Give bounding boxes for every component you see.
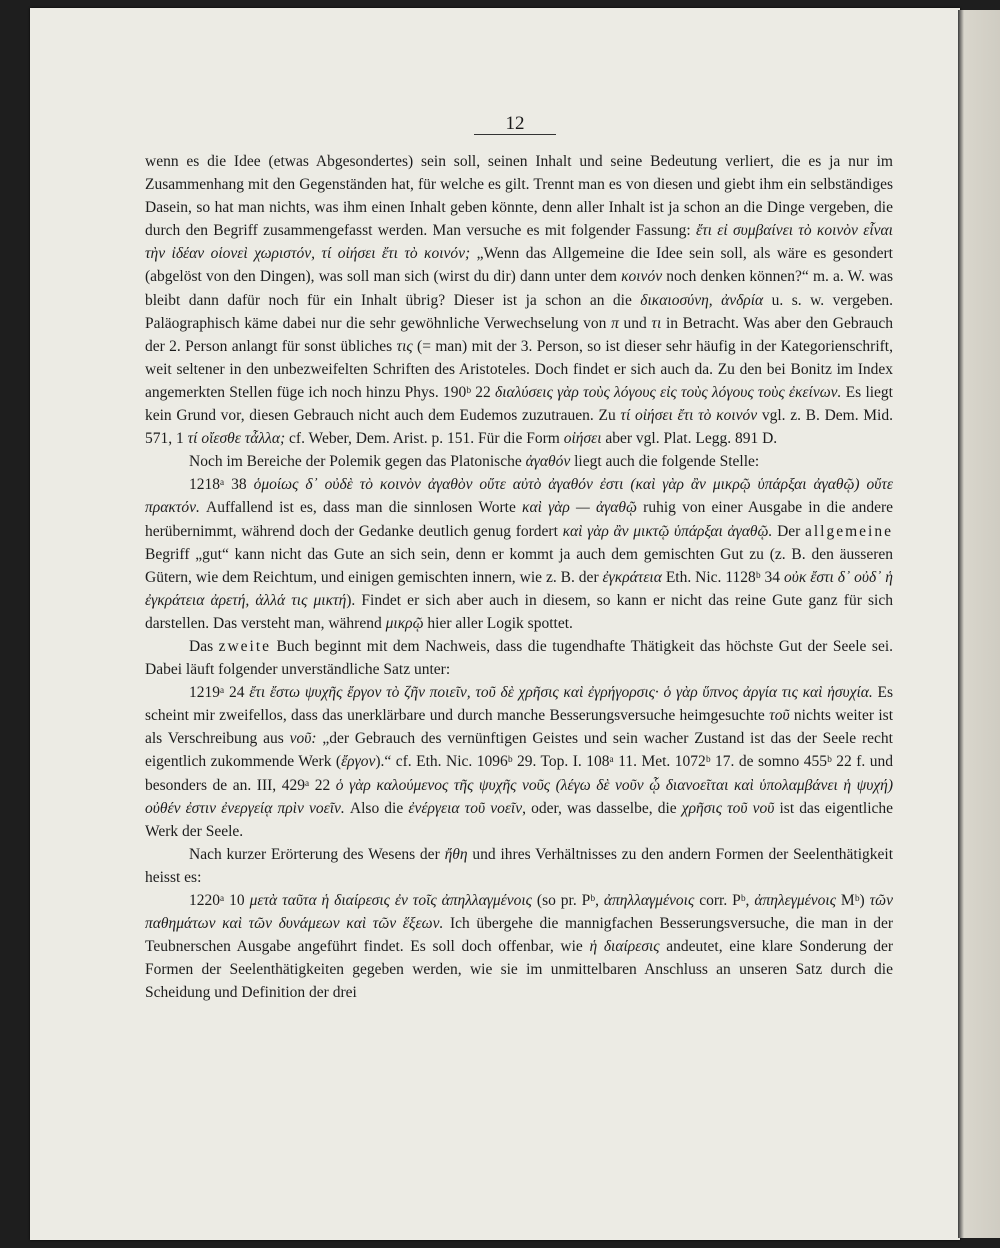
text-run: ).“ cf. Eth. Nic. 1096ᵇ 29. Top. I. 108ᵃ 11. Met. 1072ᵇ 17. de somno 455ᵇ 22 f. und besonders de an. III, 429ᵃ 22 bbox=[145, 753, 893, 794]
spaced-emphasis: zweite bbox=[218, 637, 272, 655]
text-run: ist das eigentliche Werk der Seele. bbox=[145, 799, 894, 840]
greek-text: ἔτι ἔστω ψυχῆς ἔργον τὸ ζῆν ποιεῖν, τοῦ δὲ χρῆσις καὶ ἐγρήγορσις· ὁ γὰρ ὕπνος ἀργία τις καὶ ἡσυχία. bbox=[249, 684, 873, 702]
greek-text: οἰήσει bbox=[563, 430, 602, 448]
text-run: , oder, was dasselbe, die bbox=[522, 799, 682, 817]
text-run: 1220ᵃ 10 bbox=[189, 892, 250, 909]
text-run: Also die bbox=[344, 799, 409, 817]
text-run: u. s. w. vergeben. Paläographisch käme dabei nur die sehr gewöhnliche Verwechselung von bbox=[145, 291, 893, 332]
greek-text: μικρῷ bbox=[385, 614, 424, 632]
text-run: ). Findet er sich aber auch in diesem, so kann er nicht das reine Gute ganz für sich darstellen. Das versteht man, während bbox=[145, 591, 893, 632]
greek-text: διαλύσεις γὰρ τοὺς λόγους εἰς τοὺς λόγους τοὺς ἐκείνων. bbox=[495, 383, 842, 401]
text-run: und ihres Verhältnisses zu den andern Formen der Seelenthätigkeit heisst es: bbox=[145, 845, 893, 886]
text-run: cf. Weber, Dem. Arist. p. 151. Für die Form bbox=[285, 430, 564, 448]
text-run: (so pr. Pᵇ, bbox=[531, 892, 604, 909]
greek-text: τί οἰήσει ἔτι τὸ κοινόν bbox=[620, 407, 758, 425]
text-run: Nach kurzer Erörterung des Wesens der bbox=[189, 845, 445, 863]
text-run: 1218ᵃ 38 bbox=[189, 476, 254, 494]
text-run: noch denken können?“ m. a. W. was bleibt dann dafür noch für ein Inhalt übrig? Dieser ist ja schon an die bbox=[145, 268, 893, 309]
text-run: Noch im Bereiche der Polemik gegen das Platonische bbox=[189, 453, 526, 471]
text-run: Ich übergehe die mannigfachen Besserungsversuche, die man in der Teubnerschen Ausgabe angeführt findet. Es soll doch offenbar, wie bbox=[145, 915, 893, 956]
greek-text: π bbox=[611, 314, 619, 332]
text-run: und bbox=[618, 314, 652, 332]
text-run: (= man) mit der 3. Person, so ist dieser sehr häufig in der Kategorienschrift, weit seltener in den unbezweifelten Schriften des Aristoteles. Doch findet er sich auch da. Zu den bei Bonitz im Index angemerkten Stellen füge ich noch hinzu Phys. 190ᵇ 22 bbox=[145, 337, 893, 401]
paragraph bbox=[145, 889, 893, 1004]
text-run: andeutet, eine klare Sonderung der Formen der Seelenthätigkeiten gegeben werden, wie sie im unmittelbaren Anschluss an unseren Satz durch die Scheidung und Definition der drei bbox=[145, 938, 893, 1002]
greek-text: ἔργον bbox=[341, 753, 376, 771]
text-run: Es scheint mir zweifellos, dass das unerklärbare und durch manche Besserungsversuche heimgesuchte bbox=[145, 684, 893, 725]
text-run: Eth. Nic. 1128ᵇ 34 bbox=[661, 568, 784, 586]
text-run: „der Gebrauch des vernünftigen Geistes und sein wacher Zustand ist das der Seele recht eigentlich zukommende Werk ( bbox=[145, 730, 893, 771]
paragraph bbox=[145, 843, 893, 889]
greek-text: νοῦ: bbox=[289, 730, 317, 748]
greek-text: ὁ γὰρ καλούμενος τῆς ψυχῆς νοῦς (λέγω δὲ νοῦν ᾧ διανοεῖται καὶ ὑπολαμβάνει ἡ ψυχή) οὐθέν ἐστιν ἐνεργείᾳ πρὶν νοεῖν. bbox=[145, 776, 894, 817]
text-run: Auffallend ist es, dass man die sinnlosen Worte bbox=[199, 499, 523, 517]
greek-text: τι bbox=[651, 314, 662, 332]
text-run: Mᵇ) bbox=[836, 892, 870, 909]
text-run: vgl. z. B. Dem. Mid. 571, 1 bbox=[145, 407, 893, 448]
greek-text: κοινόν bbox=[621, 268, 663, 286]
text-run: ruhig von einer Ausgabe in die andere herübernimmt, während doch der Gedanke deutlich genug fordert bbox=[145, 499, 893, 540]
greek-text: τοῦ bbox=[769, 707, 790, 725]
greek-text: ἡ διαίρεσις bbox=[589, 938, 660, 956]
greek-text: ἀπηλεγμένοις bbox=[754, 892, 836, 909]
greek-text: ἐνέργεια τοῦ νοεῖν bbox=[408, 799, 523, 817]
greek-text: ἀγαθόν bbox=[525, 453, 571, 471]
greek-text: ἤθη bbox=[444, 845, 468, 863]
paragraph bbox=[145, 473, 893, 635]
paragraph bbox=[145, 450, 893, 473]
page-number-rule bbox=[474, 134, 556, 135]
greek-text: τῶν παθημάτων καὶ τῶν δυνάμεων καὶ τῶν ἕξεων. bbox=[145, 892, 893, 933]
paragraph bbox=[145, 681, 893, 843]
paragraph bbox=[145, 150, 893, 450]
greek-text: ἔτι εἰ συμβαίνει τὸ κοινὸν εἶναι τὴν ἰδέαν οἱονεὶ χωριστόν, τί οἰήσει ἔτι τὸ κοινόν; bbox=[145, 222, 893, 263]
text-run: Begriff „gut“ kann nicht das Gute an sich sein, denn er kommt ja auch dem gemischten Gut zu (z. B. den äusseren Gütern, wie dem Reichtum, und einigen gemischten innern, wie z. B. der bbox=[145, 545, 893, 586]
text-run: Der bbox=[772, 522, 805, 540]
text-run: in Betracht. Was aber den Gebrauch der 2. Person anlangt für sonst übliches bbox=[145, 314, 894, 355]
text-run: corr. Pᵇ, bbox=[694, 892, 755, 909]
greek-text: τί οἴεσθε τἆλλα; bbox=[187, 430, 286, 448]
page-number: 12 bbox=[505, 113, 525, 134]
text-run: hier aller Logik spottet. bbox=[423, 614, 573, 632]
text-run: liegt auch die folgende Stelle: bbox=[570, 453, 760, 471]
greek-text: οὐκ ἔστι δ᾽ οὐδ᾽ ἡ ἐγκράτεια ἀρετή, ἀλλά τις μικτή bbox=[145, 568, 893, 609]
greek-text: καὶ γὰρ ἂν μικτῷ ὑπάρξαι ἀγαθῷ. bbox=[562, 522, 773, 540]
text-run: aber vgl. Plat. Legg. 891 D. bbox=[601, 430, 778, 448]
spaced-emphasis: allgemeine bbox=[805, 522, 893, 540]
text-run: Es liegt kein Grund vor, diesen Gebrauch nicht auch dem Eudemos zuzutrauen. Zu bbox=[145, 383, 893, 425]
greek-text: δικαιοσύνη, ἀνδρία bbox=[640, 291, 764, 309]
body-text bbox=[145, 150, 893, 1004]
greek-text: καὶ γὰρ — ἀγαθῷ bbox=[522, 499, 637, 517]
text-run: Buch beginnt mit dem Nachweis, dass die tugendhafte Thätigkeit das höchste Gut der Seele sei. Dabei läuft folgender unverständliche Satz unter: bbox=[145, 637, 893, 679]
text-run: 1219ᵃ 24 bbox=[189, 684, 250, 702]
text-run: „Wenn das Allgemeine die Idee sein soll, als wäre es gesondert (abgelöst von den Dingen), was soll man sich (wirst du dir) dann unter dem bbox=[145, 245, 893, 286]
greek-text: ὁμοίως δ᾽ οὐδὲ τὸ κοινὸν ἀγαθὸν οὔτε αὐτὸ ἀγαθόν ἐστι (καὶ γὰρ ἂν μικρῷ ὑπάρξαι ἀγαθῷ) οὔτε πρακτόν. bbox=[145, 476, 893, 517]
greek-text: μετὰ ταῦτα ἡ διαίρεσις ἐν τοῖς ἀπηλλαγμένοις bbox=[249, 892, 532, 909]
next-page-edge bbox=[958, 10, 1000, 1238]
greek-text: ἐγκράτεια bbox=[602, 568, 662, 586]
text-run: Das bbox=[189, 637, 219, 655]
text-run: wenn es die Idee (etwas Abgesondertes) sein soll, seinen Inhalt und seine Bedeutung verliert, die es ja nur im Zusammenhang mit den Gegenständen hat, für welche es gilt. Trennt man es von diesen und giebt ihm ein selbständiges Dasein, so hat man nichts, was ihm einen Inhalt geben könnte, denn aller Inhalt ist ja schon an die Dinge vergeben, die durch den Begriff zusammengefasst werden. Man versuche es mit folgender Fassung: bbox=[145, 153, 893, 240]
text-run: nichts weiter ist als Verschreibung aus bbox=[145, 707, 894, 748]
greek-text: ἀπηλλαγμένοις bbox=[603, 892, 695, 909]
greek-text: χρῆσις τοῦ νοῦ bbox=[681, 799, 775, 817]
greek-text: τις bbox=[396, 337, 413, 355]
paragraph bbox=[145, 635, 893, 681]
